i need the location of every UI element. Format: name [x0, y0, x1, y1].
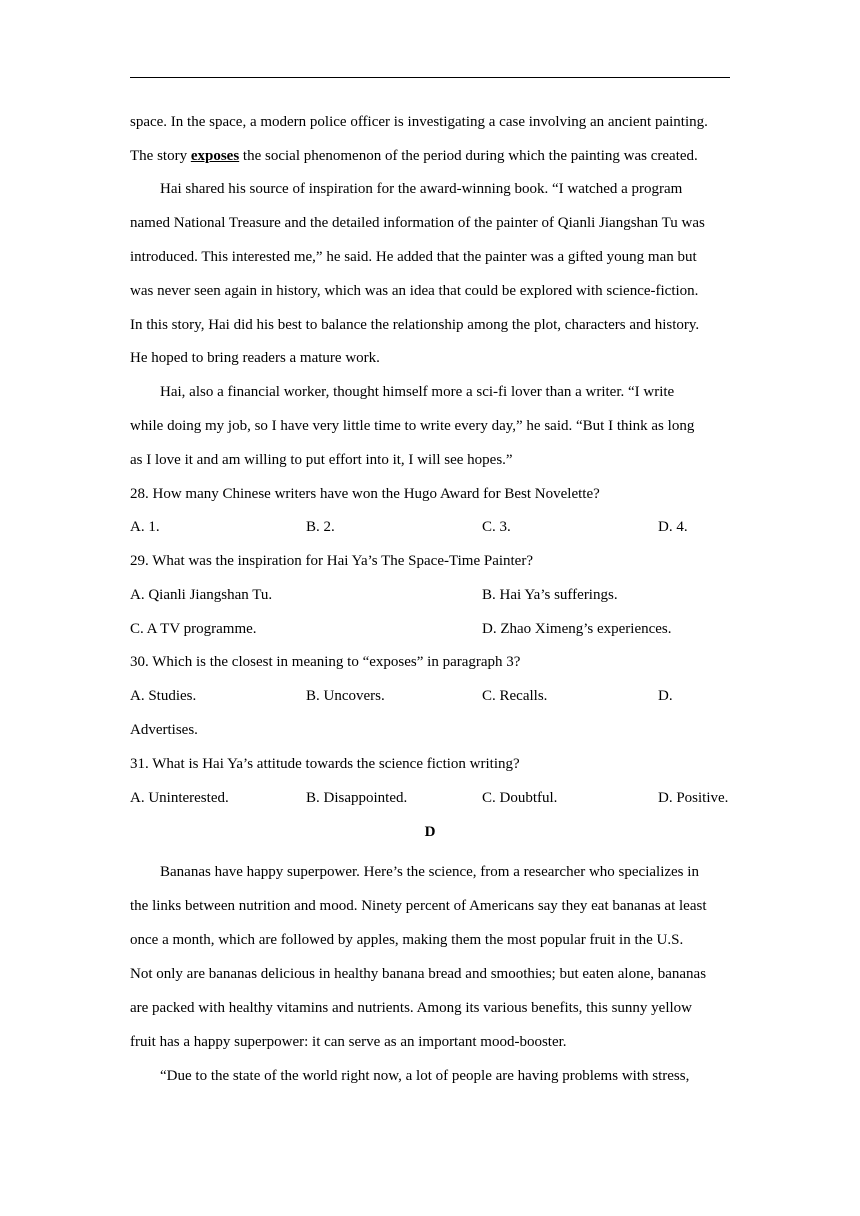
paragraph-line: while doing my job, so I have very little time to write every day,” he said. “But I think as long: [130, 418, 695, 434]
option-b: B. Disappointed.: [306, 790, 408, 806]
option-d: D. 4.: [658, 519, 688, 535]
paragraph-line: as I love it and am willing to put effort into it, I will see hopes.”: [130, 452, 513, 468]
option-c: C. A TV programme.: [130, 621, 257, 637]
option-a: A. Uninterested.: [130, 790, 229, 806]
paragraph-line: In this story, Hai did his best to balance the relationship among the plot, characters and history.: [130, 317, 700, 333]
paragraph-line: introduced. This interested me,” he said. He added that the painter was a gifted young man but: [130, 249, 697, 265]
option-a: A. 1.: [130, 519, 160, 535]
option-a: A. Studies.: [130, 688, 197, 704]
paragraph-line: Bananas have happy superpower. Here’s the science, from a researcher who specializes in: [160, 864, 699, 880]
text-span: the social phenomenon of the period during which the painting was created.: [239, 148, 698, 164]
text-line: [130, 146, 698, 166]
option-c: C. Doubtful.: [482, 790, 558, 806]
text-span: The story: [130, 148, 191, 164]
paragraph-line: “Due to the state of the world right now, a lot of people are having problems with stress,: [160, 1068, 690, 1084]
paragraph-line: named National Treasure and the detailed information of the painter of Qianli Jiangshan Tu was: [130, 215, 705, 231]
paragraph-line: are packed with healthy vitamins and nutrients. Among its various benefits, this sunny yellow: [130, 1000, 692, 1016]
option-d: D.: [658, 688, 673, 704]
paragraph-line: once a month, which are followed by apples, making them the most popular fruit in the U.S.: [130, 932, 684, 948]
option-d-continued: Advertises.: [130, 722, 198, 738]
paragraph-line: He hoped to bring readers a mature work.: [130, 350, 380, 366]
paragraph-line: Hai shared his source of inspiration for the award-winning book. “I watched a program: [160, 181, 683, 197]
paragraph-line: Hai, also a financial worker, thought himself more a sci-fi lover than a writer. “I write: [160, 384, 675, 400]
text-line: space. In the space, a modern police officer is investigating a case involving an ancient painting.: [130, 114, 708, 130]
option-b: B. Hai Ya’s sufferings.: [482, 587, 618, 603]
question-stem: 28. How many Chinese writers have won the Hugo Award for Best Novelette?: [130, 486, 600, 502]
option-c: C. Recalls.: [482, 688, 548, 704]
paragraph-line: was never seen again in history, which was an idea that could be explored with science-fiction.: [130, 283, 699, 299]
option-c: C. 3.: [482, 519, 511, 535]
question-stem: 29. What was the inspiration for Hai Ya’s The Space-Time Painter?: [130, 553, 533, 569]
option-d: D. Zhao Ximeng’s experiences.: [482, 621, 672, 637]
question-stem: 30. Which is the closest in meaning to “exposes” in paragraph 3?: [130, 654, 521, 670]
paragraph-line: Not only are bananas delicious in healthy banana bread and smoothies; but eaten alone, bananas: [130, 966, 707, 982]
paragraph-line: the links between nutrition and mood. Ninety percent of Americans say they eat bananas at least: [130, 898, 707, 914]
option-a: A. Qianli Jiangshan Tu.: [130, 587, 273, 603]
option-d: D. Positive.: [658, 790, 729, 806]
underlined-word: exposes: [190, 148, 240, 164]
option-b: B. 2.: [306, 519, 335, 535]
question-stem: 31. What is Hai Ya’s attitude towards the science fiction writing?: [130, 756, 520, 772]
header-rule: [130, 77, 730, 78]
option-b: B. Uncovers.: [306, 688, 385, 704]
section-heading: D: [424, 824, 436, 840]
paragraph-line: fruit has a happy superpower: it can serve as an important mood-booster.: [130, 1034, 567, 1050]
